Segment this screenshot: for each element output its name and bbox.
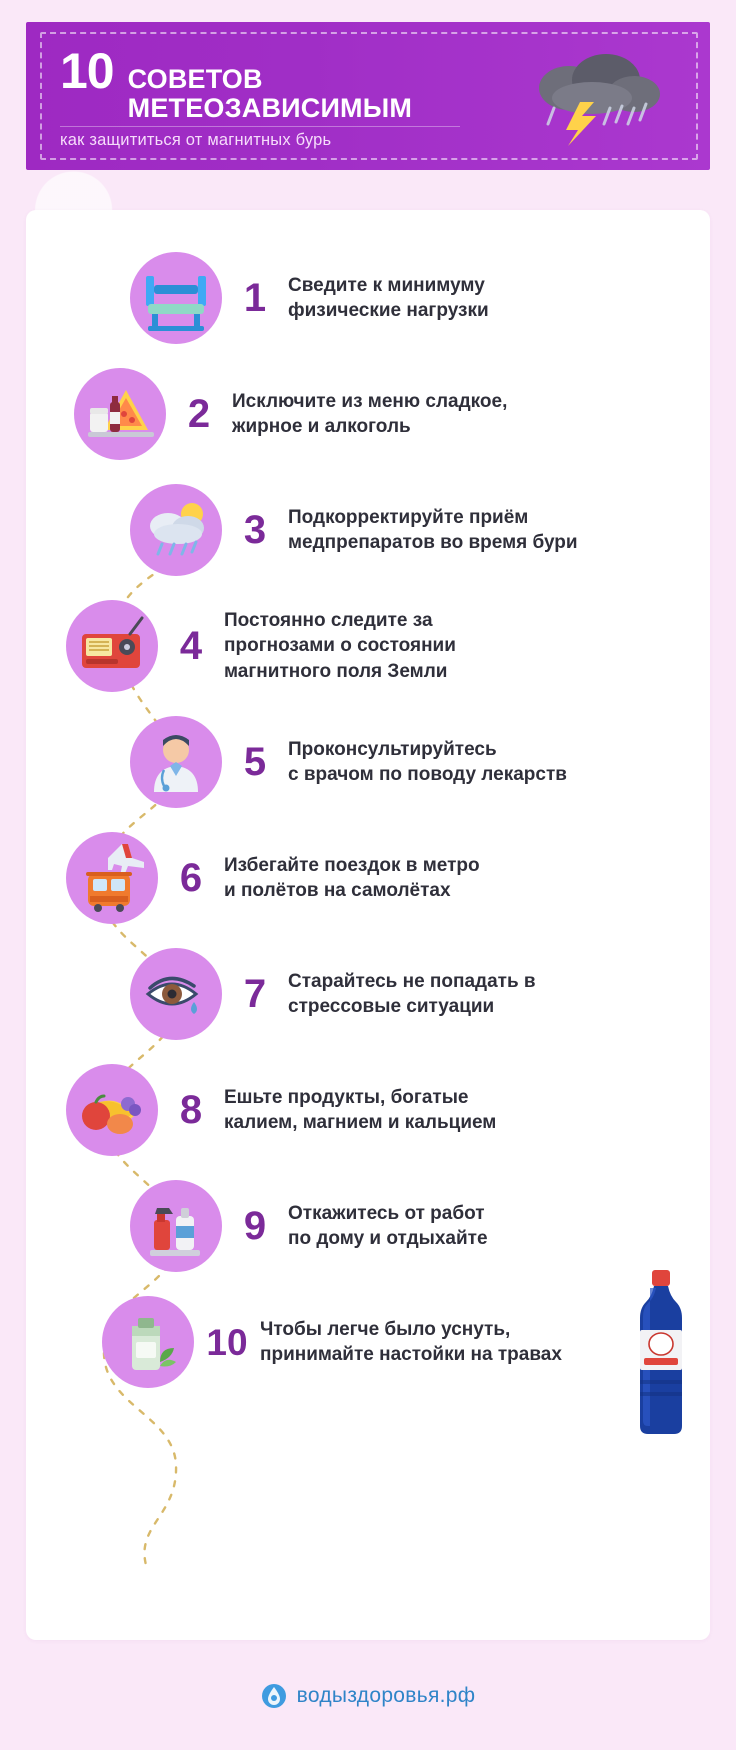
tip-text-line: и полётов на самолётах [224, 880, 451, 901]
tip-text-2 [232, 389, 517, 440]
tip-text-line: Исключите из меню сладкое, [232, 390, 508, 412]
tip-number-10: 10 [206, 1321, 248, 1363]
radio-icon [66, 600, 158, 692]
header-number: 10 [60, 43, 114, 99]
tip-text-line: Подкорректируйте приём [288, 506, 529, 528]
footer [26, 1666, 710, 1726]
tip-text-line: Постоянно следите за [224, 609, 433, 631]
rain-cloud-icon [130, 484, 222, 576]
tip-icon-2 [74, 368, 166, 460]
train-plane-icon [66, 832, 158, 924]
tip-icon-7 [130, 948, 222, 1040]
tip-text-line: принимайте настойки на травах [260, 1344, 562, 1365]
tip-text-line: стрессовые ситуации [288, 996, 495, 1017]
tip-text-line: Сведите к минимуму [288, 274, 485, 296]
tip-text-line: по дому и отдыхайте [288, 1228, 488, 1249]
tip-item-3[interactable] [26, 472, 710, 588]
tip-number-9: 9 [243, 1204, 267, 1248]
tip-text-line: медпрепаратов во время бури [288, 532, 578, 553]
tip-text-line: Откажитесь от работ [288, 1202, 485, 1224]
tip-number-3: 3 [243, 508, 267, 552]
tip-icon-3 [130, 484, 222, 576]
water-drop-globe-icon[interactable] [261, 1683, 287, 1709]
tip-text-line: Избегайте поездок в метро [224, 854, 480, 876]
tip-text-line: магнитного поля Земли [224, 660, 448, 682]
tip-icon-10 [102, 1296, 194, 1388]
tip-icon-4 [66, 600, 158, 692]
tip-icon-9 [130, 1180, 222, 1272]
tip-text-6 [224, 853, 490, 904]
tip-text-line: Проконсультируйтесь [288, 738, 497, 760]
herbal-tincture-bottle-icon [102, 1296, 194, 1388]
crying-eye-icon [130, 948, 222, 1040]
tip-icon-6 [66, 832, 158, 924]
tip-item-8[interactable] [26, 1052, 710, 1168]
tip-number-8: 8 [179, 1088, 203, 1132]
tip-icon-5 [130, 716, 222, 808]
tip-number-2: 2 [187, 392, 211, 436]
tip-item-5[interactable] [26, 704, 710, 820]
tip-text-line: жирное и алкоголь [232, 416, 411, 437]
header-subtitle: как защититься от магнитных бурь [60, 131, 332, 150]
header-text-block [60, 43, 413, 150]
tip-text-line: Чтобы легче было уснуть, [260, 1318, 511, 1340]
tip-item-2[interactable] [26, 356, 710, 472]
tip-text-line: Ешьте продукты, богатые [224, 1086, 469, 1108]
water-bottle-icon [630, 1270, 692, 1438]
tip-text-line: прогнозами о состоянии [224, 635, 456, 657]
tip-number-6: 6 [179, 856, 203, 900]
tip-text-line: физические нагрузки [288, 300, 489, 321]
junk-food-alcohol-icon [74, 368, 166, 460]
tip-item-6[interactable] [26, 820, 710, 936]
doctor-icon [130, 716, 222, 808]
tip-text-line: с врачом по поводу лекарств [288, 764, 567, 785]
tip-text-8 [224, 1085, 506, 1136]
tip-icon-1 [130, 252, 222, 344]
tip-number-5: 5 [243, 740, 267, 784]
tip-icon-8 [66, 1064, 158, 1156]
storm-cloud-lightning-icon [514, 46, 674, 146]
tip-text-3 [288, 505, 588, 556]
tip-item-4[interactable] [26, 588, 710, 704]
cleaning-supplies-icon [130, 1180, 222, 1272]
tip-text-1 [288, 273, 499, 324]
tip-text-9 [288, 1201, 498, 1252]
header-divider [60, 126, 460, 127]
tip-text-4 [224, 608, 466, 684]
tips-card [26, 210, 710, 1640]
tip-item-1[interactable] [26, 240, 710, 356]
tip-item-10[interactable] [26, 1284, 710, 1400]
tip-item-9[interactable] [26, 1168, 710, 1284]
barbell-weights-icon [130, 252, 222, 344]
tip-text-5 [288, 737, 577, 788]
tips-list [26, 210, 710, 1400]
header-title-line1: СОВЕТОВ [127, 64, 263, 94]
tip-number-4: 4 [179, 624, 203, 668]
tip-number-7: 7 [243, 972, 267, 1016]
tip-text-7 [288, 969, 546, 1020]
header-banner [26, 22, 710, 170]
fruits-icon [66, 1064, 158, 1156]
tip-text-line: Старайтесь не попадать в [288, 970, 536, 992]
tip-text-10 [260, 1317, 572, 1368]
header-title-line2: МЕТЕОЗАВИСИМЫМ [127, 93, 413, 124]
tip-text-line: калием, магнием и кальцием [224, 1112, 497, 1133]
footer-site-label[interactable]: водыздоровья.рф [296, 1684, 476, 1707]
tip-item-7[interactable] [26, 936, 710, 1052]
tip-number-1: 1 [243, 276, 267, 320]
